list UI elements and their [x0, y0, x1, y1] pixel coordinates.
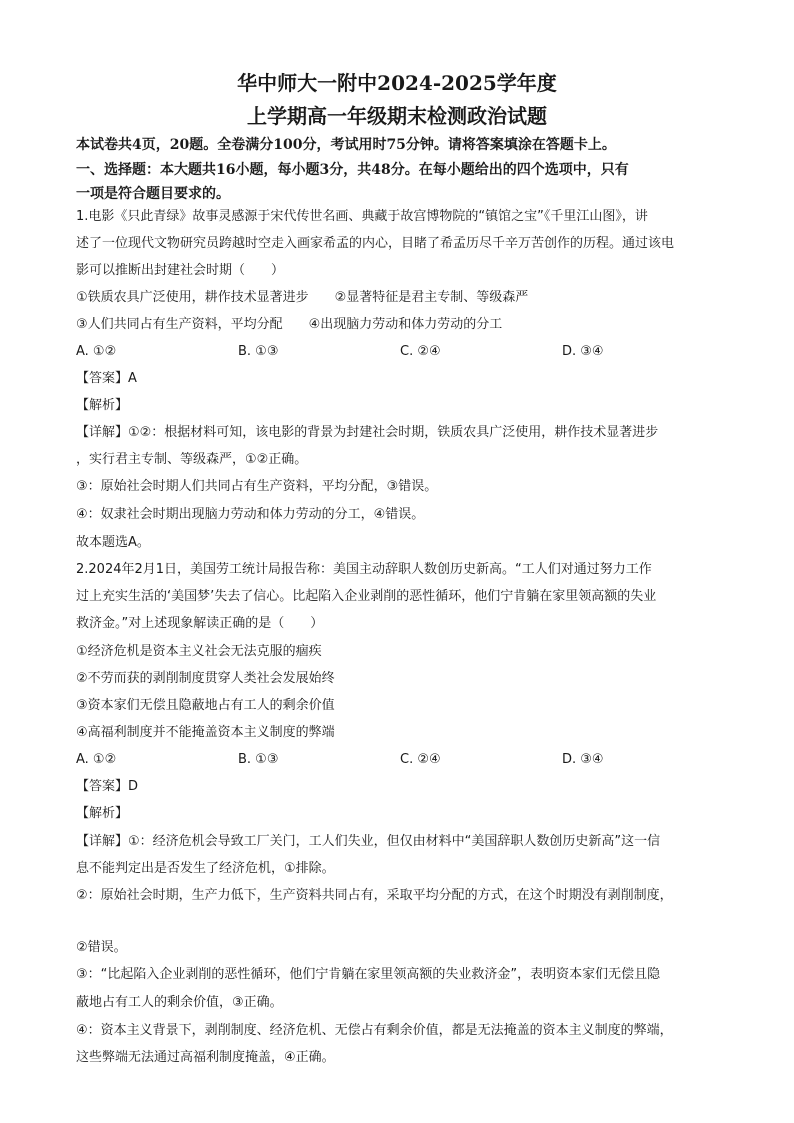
q1-option-c: C. ②④: [400, 344, 441, 359]
q1-options: [76, 343, 726, 361]
q2-explanation: 这些弊端无法通过高福利制度掩盖，④正确。: [76, 1050, 335, 1065]
page-title-line2: 上学期高一年级期末检测政治试题: [247, 104, 547, 128]
q2-statement: ③资本家们无偿且隐蔽地占有工人的剩余价值: [76, 698, 335, 713]
q2-explanation: ②错误。: [76, 940, 127, 955]
exam-instructions: 本试卷共4页，20题。全卷满分100分，考试用时75分钟。请将答案填涂在答题卡上。: [76, 137, 616, 153]
q1-stem-line: 影可以推断出封建社会时期（ ）: [76, 263, 285, 278]
q1-stem-line: 1.电影《只此青绿》故事灵感源于宋代传世名画、典藏于故宫博物院的“镇馆之宝”《千里江山图》，讲: [76, 209, 648, 224]
q2-option-c: C. ②④: [400, 752, 441, 767]
q2-option-d: D. ③④: [562, 752, 604, 767]
section-heading: 一、选择题：本大题共16小题，每小题3分，共48分。在每小题给出的四个选项中，只有: [76, 162, 629, 178]
q2-option-b: B. ①③: [238, 752, 279, 767]
section-heading-cont: 一项是符合题目要求的。: [76, 186, 230, 202]
q2-explanation: ④：资本主义背景下，剥削制度、经济危机、无偿占有剩余价值，都是无法掩盖的资本主义制度的弊端，: [76, 1023, 673, 1038]
q1-answer: 【答案】A: [76, 371, 137, 386]
q2-statement: ①经济危机是资本主义社会无法克服的痼疾: [76, 644, 322, 659]
q2-stem-line: 过上充实生活的‘美国梦’失去了信心。比起陷入企业剥削的恶性循环，他们宁肯躺在家里领高额的失业: [76, 589, 657, 604]
q1-option-d: D. ③④: [562, 344, 604, 359]
q1-statements: ③人们共同占有生产资料，平均分配 ④出现脑力劳动和体力劳动的分工: [76, 317, 503, 332]
q2-analysis-label: 【解析】: [76, 806, 129, 821]
q1-option-a: A. ①②: [76, 344, 117, 359]
q2-option-a: A. ①②: [76, 752, 117, 767]
q1-explanation: ③：原始社会时期人们共同占有生产资料，平均分配，③错误。: [76, 479, 438, 494]
q2-explanation: 【详解】①：经济危机会导致工厂关门，工人们失业，但仅由材料中“美国辞职人数创历史新高”这一信: [76, 834, 661, 849]
q1-explanation: ④：奴隶社会时期出现脑力劳动和体力劳动的分工，④错误。: [76, 507, 425, 522]
q1-explanation: ，实行君主专制、等级森严，①②正确。: [76, 452, 308, 467]
page-title-line1: 华中师大一附中2024-2025学年度: [237, 71, 557, 95]
q2-options: [76, 751, 726, 769]
q2-answer: 【答案】D: [76, 779, 139, 794]
q2-statement: ④高福利制度并不能掩盖资本主义制度的弊端: [76, 725, 335, 740]
q2-statement: ②不劳而获的剥削制度贯穿人类社会发展始终: [76, 671, 335, 686]
q1-stem-line: 述了一位现代文物研究员跨越时空走入画家希孟的内心，目睹了希孟历尽千辛万苦创作的历程。通过该电: [76, 236, 675, 251]
q1-option-b: B. ①③: [238, 344, 279, 359]
q2-explanation: 息不能判定出是否发生了经济危机，①排除。: [76, 861, 335, 876]
q2-stem-line: 救济金。”对上述现象解读正确的是（ ）: [76, 616, 324, 631]
q2-stem-line: 2.2024年2月1日，美国劳工统计局报告称：美国主动辞职人数创历史新高。“工人们对通过努力工作: [76, 562, 652, 577]
q1-explanation: 【详解】①②：根据材料可知，该电影的背景为封建社会时期，铁质农具广泛使用，耕作技术显著进步: [76, 425, 659, 440]
q2-explanation: 蔽地占有工人的剩余价值，③正确。: [76, 995, 283, 1010]
q1-analysis-label: 【解析】: [76, 398, 129, 413]
q1-explanation: 故本题选A。: [76, 535, 150, 550]
q2-explanation: ②：原始社会时期，生产力低下，生产资料共同占有，采取平均分配的方式，在这个时期没有剥削制度，: [76, 888, 673, 903]
q1-statements: ①铁质农具广泛使用，耕作技术显著进步 ②显著特征是君主专制、等级森严: [76, 290, 529, 305]
q2-explanation: ③：“比起陷入企业剥削的恶性循环，他们宁肯躺在家里领高额的失业救济金”，表明资本家们无偿且隐: [76, 967, 661, 982]
